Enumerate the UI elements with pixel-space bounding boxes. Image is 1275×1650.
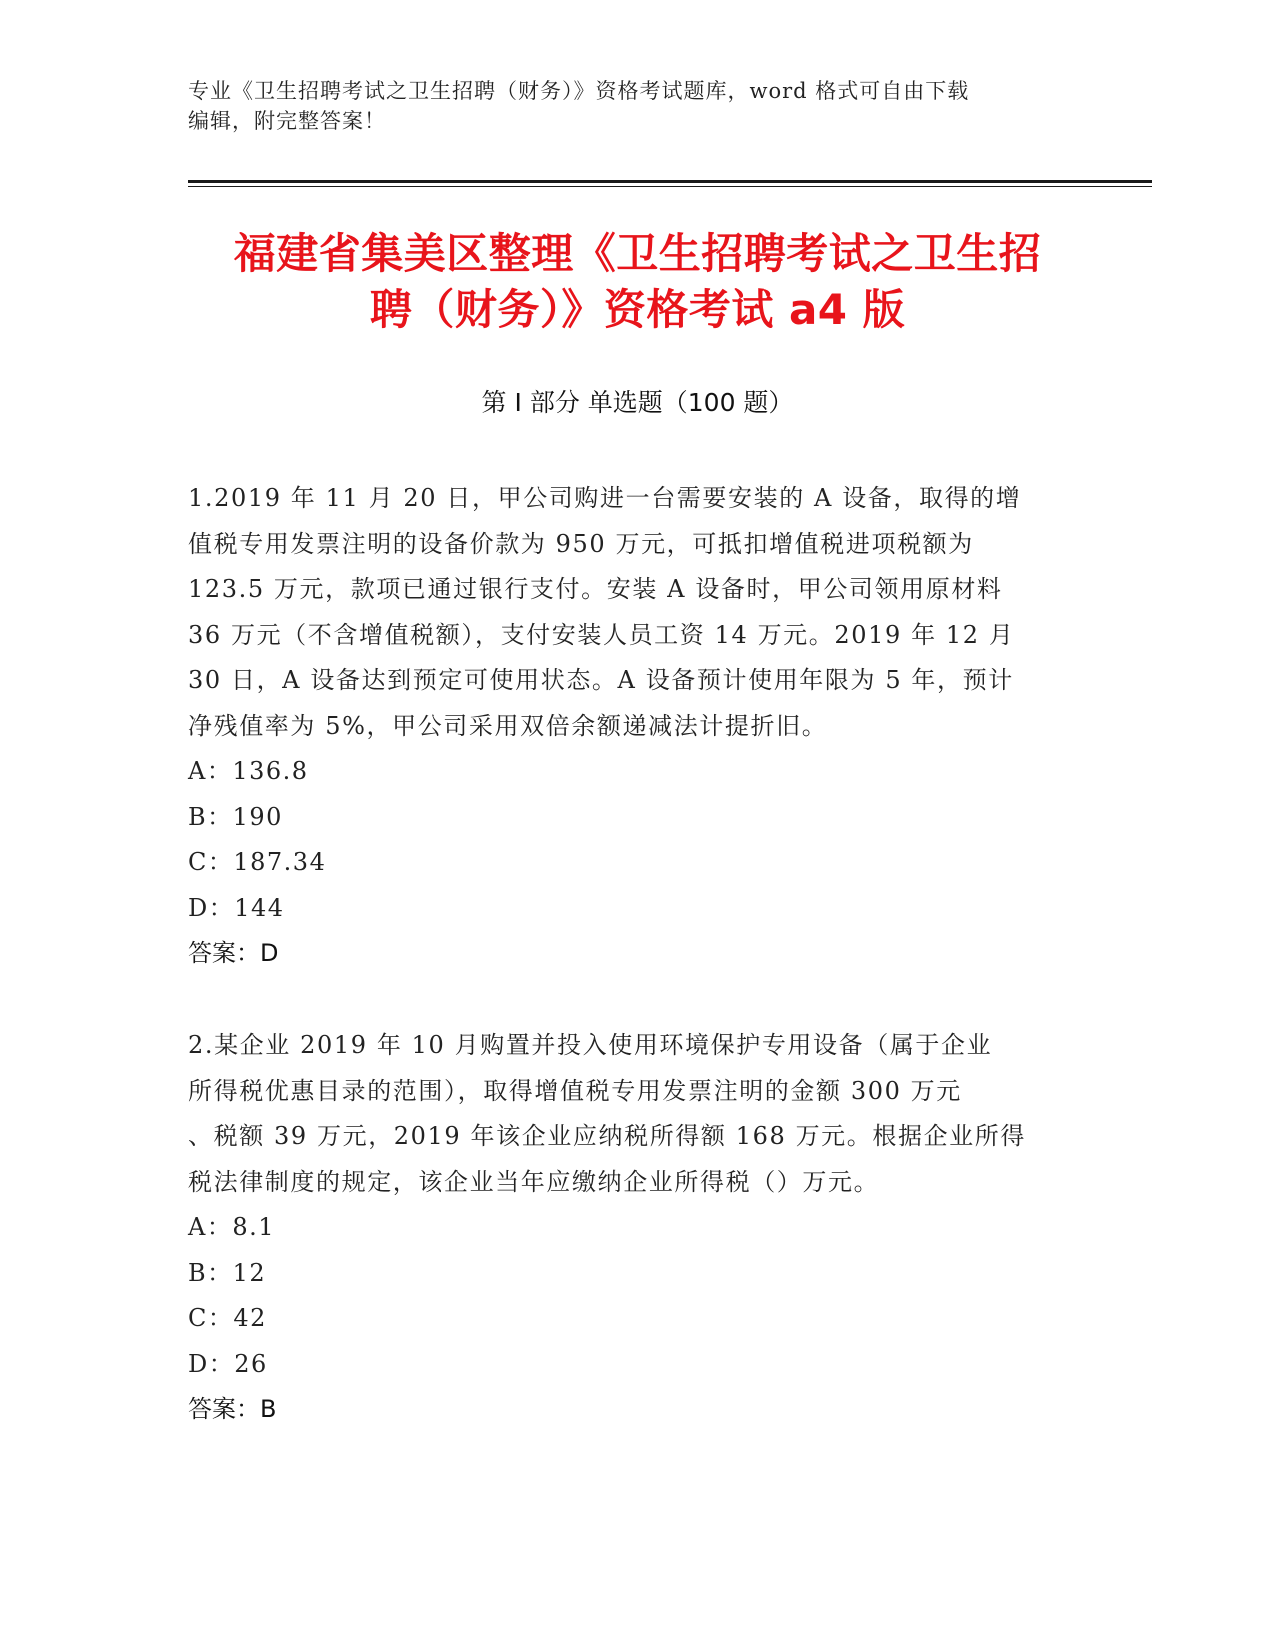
section-heading: 第 I 部分 单选题（100 题）	[481, 388, 794, 417]
header-note-line-2: 编辑，附完整答案！	[188, 109, 386, 133]
question-stem-line: 值税专用发票注明的设备价款为 950 万元，可抵扣增值税进项税额为	[188, 529, 974, 558]
option-a: A：136.8	[188, 757, 309, 785]
document-title-line-2: 聘（财务）》资格考试 a4 版	[369, 285, 906, 334]
question-stem-line: 2.某企业 2019 年 10 月购置并投入使用环境保护专用设备（属于企业	[188, 1031, 993, 1059]
option-c: C：42	[188, 1304, 267, 1332]
question-stem-line: 123.5 万元，款项已通过银行支付。安装 A 设备时，甲公司领用原材料	[188, 575, 1003, 603]
option-a: A：8.1	[188, 1213, 275, 1241]
question-stem-line: 净残值率为 5%，甲公司采用双倍余额递减法计提折旧。	[188, 711, 828, 740]
question-1	[188, 476, 1088, 977]
header-divider-thin	[188, 186, 1152, 187]
question-stem-line: 税法律制度的规定，该企业当年应缴纳企业所得税（）万元。	[188, 1167, 880, 1196]
document-title-line-1: 福建省集美区整理《卫生招聘考试之卫生招	[233, 229, 1042, 278]
header-note	[188, 76, 1088, 136]
question-stem-line: 1.2019 年 11 月 20 日，甲公司购进一台需要安装的 A 设备，取得的增	[188, 484, 1022, 512]
header-note-line-1: 专业《卫生招聘考试之卫生招聘（财务）》资格考试题库，word 格式可自由下载	[188, 79, 970, 103]
question-2	[188, 1023, 1088, 1433]
question-stem-line: 、税额 39 万元，2019 年该企业应纳税所得额 168 万元。根据企业所得	[188, 1122, 1026, 1150]
question-stem-line: 36 万元（不含增值税额），支付安装人员工资 14 万元。2019 年 12 月	[188, 620, 1015, 649]
question-stem	[188, 476, 1088, 749]
question-stem-line: 所得税优惠目录的范围），取得增值税专用发票注明的金额 300 万元	[188, 1076, 962, 1105]
option-b: B：12	[188, 1258, 267, 1287]
question-stem-line: 30 日，A 设备达到预定可使用状态。A 设备预计使用年限为 5 年，预计	[188, 666, 1014, 694]
option-d: D：26	[188, 1349, 268, 1378]
option-c: C：187.34	[188, 848, 327, 876]
option-b: B：190	[188, 802, 283, 831]
header-divider-thick	[188, 180, 1152, 183]
option-d: D：144	[188, 893, 285, 922]
document-title	[150, 226, 1125, 338]
answer: 答案：B	[188, 1395, 277, 1423]
answer: 答案：D	[188, 939, 279, 967]
question-stem	[188, 1023, 1088, 1205]
